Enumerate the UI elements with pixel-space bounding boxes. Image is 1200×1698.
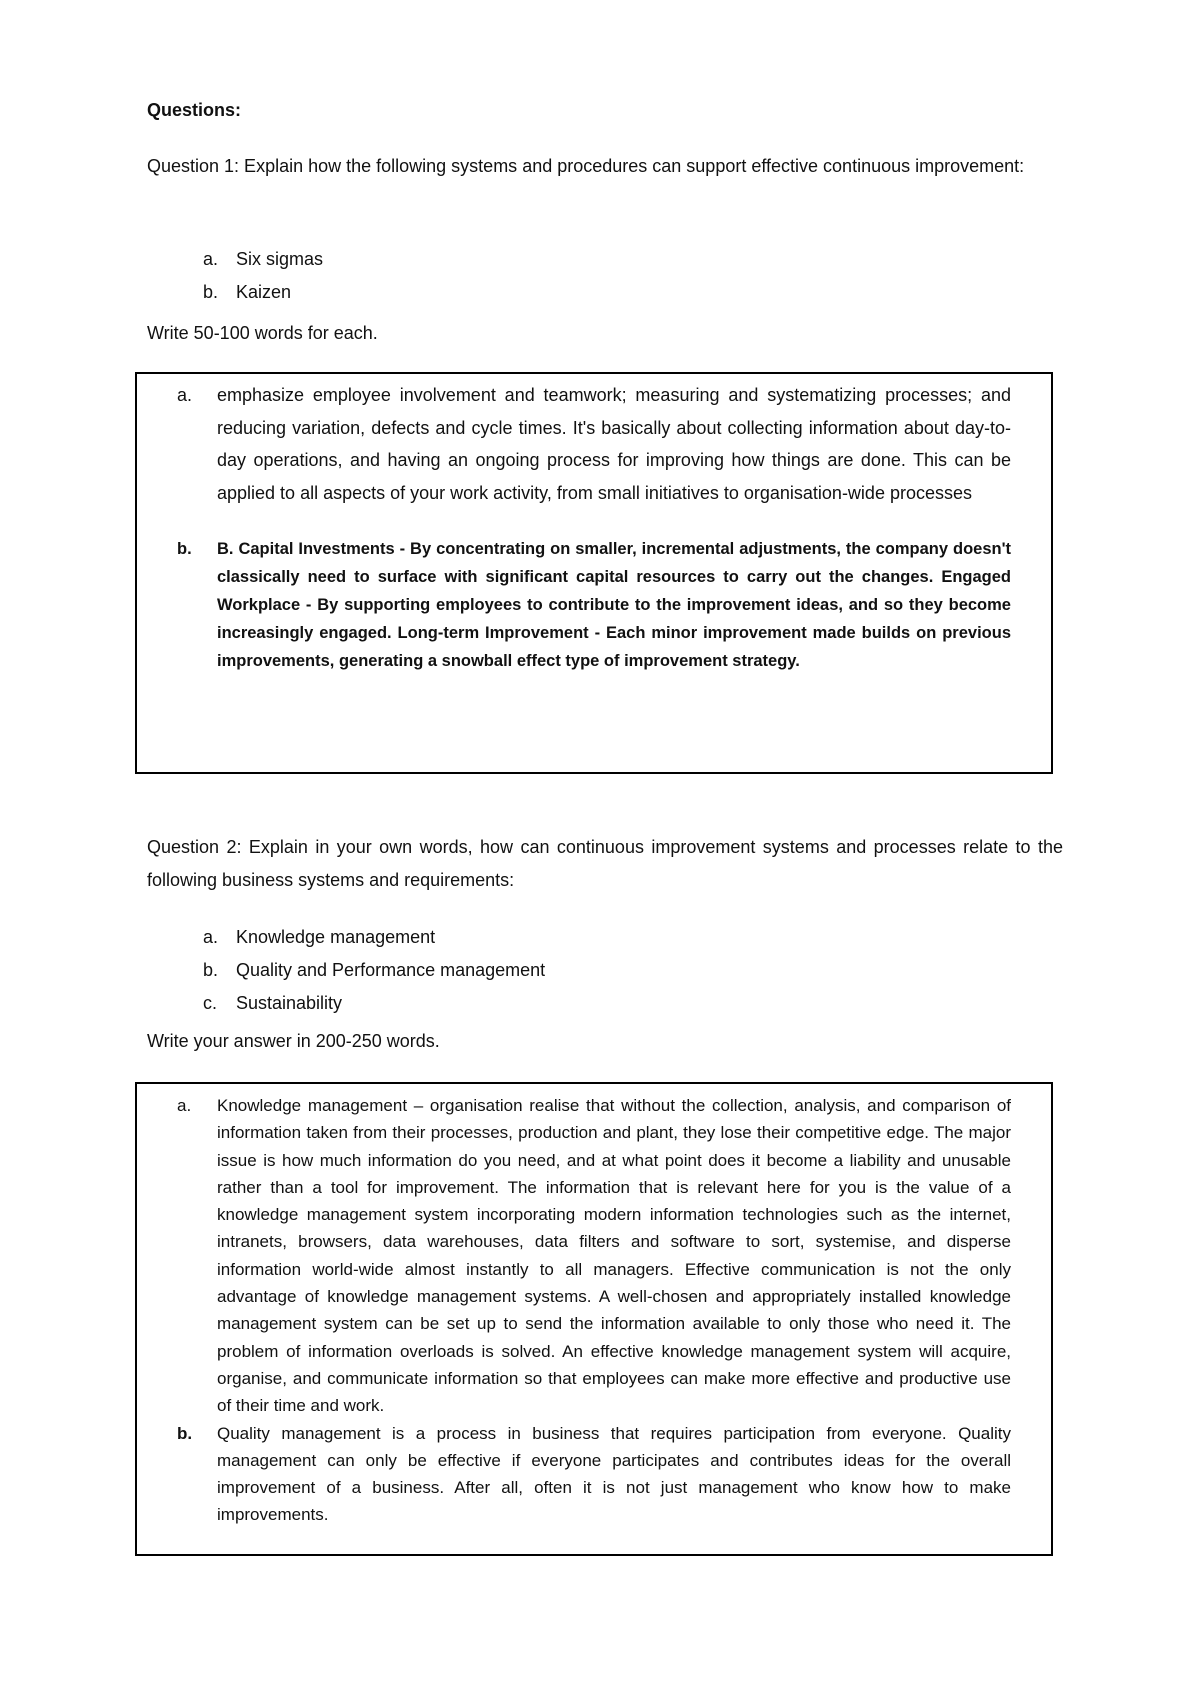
list-marker: c. <box>203 993 218 1013</box>
question-2-prompt: Question 2: Explain in your own words, how can continuous improvement systems and processes relate to the following business systems and requirements: <box>147 837 1063 890</box>
list-marker: b. <box>177 540 192 558</box>
page-heading: Questions: <box>147 100 242 120</box>
list-marker: b. <box>203 960 219 980</box>
list-marker: b. <box>203 282 219 302</box>
list-item <box>203 954 545 987</box>
question-1-prompt: Question 1: Explain how the following systems and procedures can support effective continuous improvement: <box>147 156 1025 176</box>
answer-text: Knowledge management – organisation realise that without the collection, analysis, and comparison of information taken from their processes, production and plant, they lose their competitive edge. The major issue is how much information do you need, and at what point does it become a liability and unusable rather than a tool for improvement. The information that is relevant here for you is the value of a knowledge management system incorporating modern information technologies such as the internet, intranets, browsers, data warehouses, data filters and software to sort, systemise, and disperse information world-wide almost instantly to all managers. Effective communication is not the only advantage of knowledge management systems. A well-chosen and appropriately installed knowledge management system can be set up to send the information available to only those who need it. The problem of information overloads is solved. An effective knowledge management system will acquire, organise, and communicate information so that employees can make more effective and productive use of their time and work. <box>217 1096 1011 1416</box>
answer-item-a <box>177 379 1011 509</box>
list-marker: a. <box>203 927 219 947</box>
list-item-text: Knowledge management <box>236 927 436 947</box>
question-1-instruction: Write 50-100 words for each. <box>147 323 378 343</box>
list-item <box>203 987 545 1020</box>
list-item <box>203 276 323 309</box>
list-item-text: Six sigmas <box>236 249 324 269</box>
answer-text: Quality management is a process in business that requires participation from everyone. Quality management can only be effective if everyone participates and contributes ideas for the overall improvement of a business. After all, often it is not just management who know how to make improvements. <box>217 1423 1011 1525</box>
question-2-instruction: Write your answer in 200-250 words. <box>147 1031 440 1051</box>
answer-item-a <box>177 1092 1011 1420</box>
list-item-text: Kaizen <box>236 282 292 302</box>
answer-box-1 <box>135 372 1053 774</box>
list-marker: a. <box>177 385 193 405</box>
list-marker: a. <box>203 249 219 269</box>
answer-item-b <box>177 535 1011 675</box>
answer-text: B. Capital Investments - By concentrating on smaller, incremental adjustments, the company doesn't classically need to surface with significant capital resources to carry out the changes. Engaged Workplace - By supporting employees to contribute to the improvement ideas, and so they become increasingly engaged. Long-term Improvement - Each minor improvement made builds on previous improvements, generating a snowball effect type of improvement strategy. <box>217 540 1011 670</box>
list-item <box>203 243 323 276</box>
list-item <box>203 921 545 954</box>
list-marker: a. <box>177 1096 192 1115</box>
question-1-list <box>203 243 323 309</box>
list-marker: b. <box>177 1423 193 1443</box>
answer-box-2 <box>135 1082 1053 1556</box>
question-2-list <box>203 921 545 1020</box>
list-item-text: Quality and Performance management <box>236 960 546 980</box>
answer-1-list <box>177 379 1011 675</box>
answer-text: emphasize employee involvement and teamwork; measuring and systematizing processes; and reducing variation, defects and cycle times. It's basically about collecting information about day-to-day operations, and having an ongoing process for improving how things are done. This can be applied to all aspects of your work activity, from small initiatives to organisation-wide processes <box>217 385 1011 503</box>
answer-item-b <box>177 1420 1011 1529</box>
list-item-text: Sustainability <box>236 993 343 1013</box>
answer-2-list <box>177 1092 1011 1529</box>
